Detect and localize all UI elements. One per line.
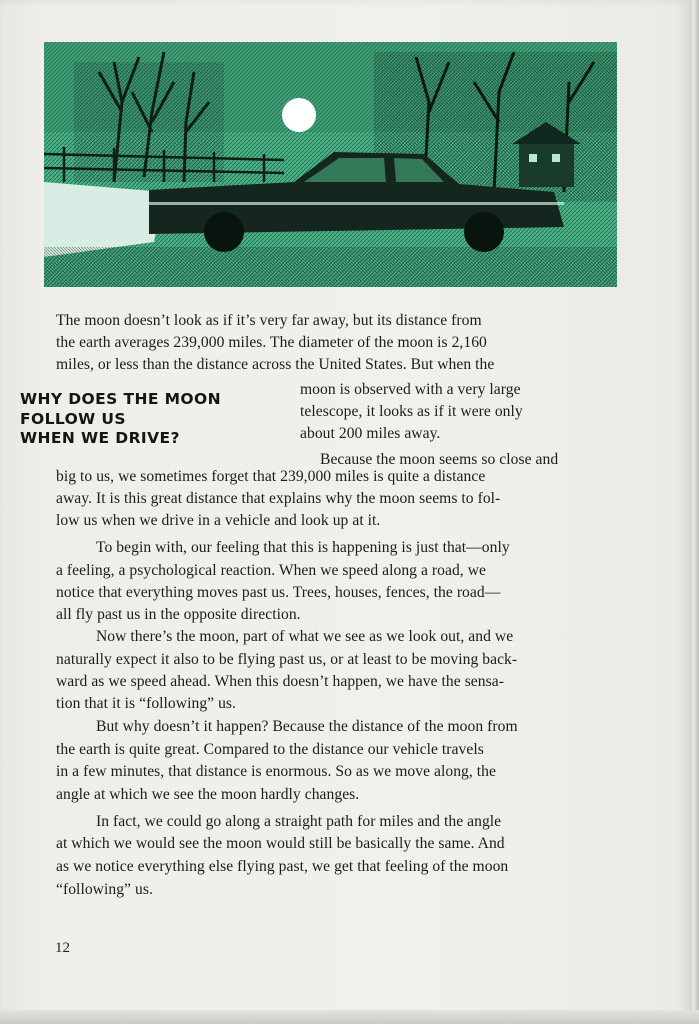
body-line: about 200 miles away. [300, 425, 441, 442]
moon-car-illustration [44, 42, 617, 287]
moon-car-illustration-svg [44, 42, 617, 287]
body-line: a feeling, a psychological reaction. When we speed along a road, we [56, 562, 486, 579]
body-line: all fly past us in the opposite direction. [56, 606, 301, 623]
body-line: Because the moon seems so close and [320, 451, 559, 468]
body-line: “following” us. [56, 881, 153, 898]
body-line: miles, or less than the distance across the United States. But when the [56, 356, 495, 373]
page-bottom-edge [0, 1010, 699, 1024]
body-line: ward as we speed ahead. When this doesn’t happen, we have the sensa- [56, 673, 504, 690]
body-line: big to us, we sometimes forget that 239,000 miles is quite a distance [56, 468, 486, 485]
body-line: Now there’s the moon, part of what we see as we look out, and we [96, 628, 514, 645]
body-line: notice that everything moves past us. Trees, houses, fences, the road— [56, 584, 501, 601]
page-number: 12 [55, 940, 70, 956]
body-line: angle at which we see the moon hardly changes. [56, 786, 360, 803]
heading-line: WHEN WE DRIVE? [20, 429, 180, 447]
body-line: tion that it is “following” us. [56, 695, 236, 712]
body-line: moon is observed with a very large [300, 381, 521, 398]
body-line: as we notice everything else flying past, we get that feeling of the moon [56, 858, 509, 875]
body-line: To begin with, our feeling that this is happening is just that—only [96, 539, 510, 556]
body-line: the earth averages 239,000 miles. The diameter of the moon is 2,160 [56, 334, 487, 351]
heading-line: WHY DOES THE MOON [20, 390, 221, 408]
body-line: in a few minutes, that distance is enormous. So as we move along, the [56, 763, 496, 780]
section-heading [20, 390, 221, 449]
body-line: low us when we drive in a vehicle and look up at it. [56, 512, 381, 529]
body-line: naturally expect it also to be flying past us, or at least to be moving back- [56, 651, 518, 668]
body-line: In fact, we could go along a straight path for miles and the angle [96, 813, 502, 830]
body-line: But why doesn’t it happen? Because the distance of the moon from [96, 718, 518, 735]
moon-icon [282, 98, 316, 132]
body-line: The moon doesn’t look as if it’s very far away, but its distance from [56, 312, 482, 329]
body-line: telescope, it looks as if it were only [300, 403, 523, 420]
body-line: away. It is this great distance that explains why the moon seems to fol- [56, 490, 501, 507]
body-line: the earth is quite great. Compared to the distance our vehicle travels [56, 741, 484, 758]
page-edge [690, 0, 699, 1024]
body-line: at which we would see the moon would still be basically the same. And [56, 835, 505, 852]
heading-line: FOLLOW US [20, 409, 126, 428]
